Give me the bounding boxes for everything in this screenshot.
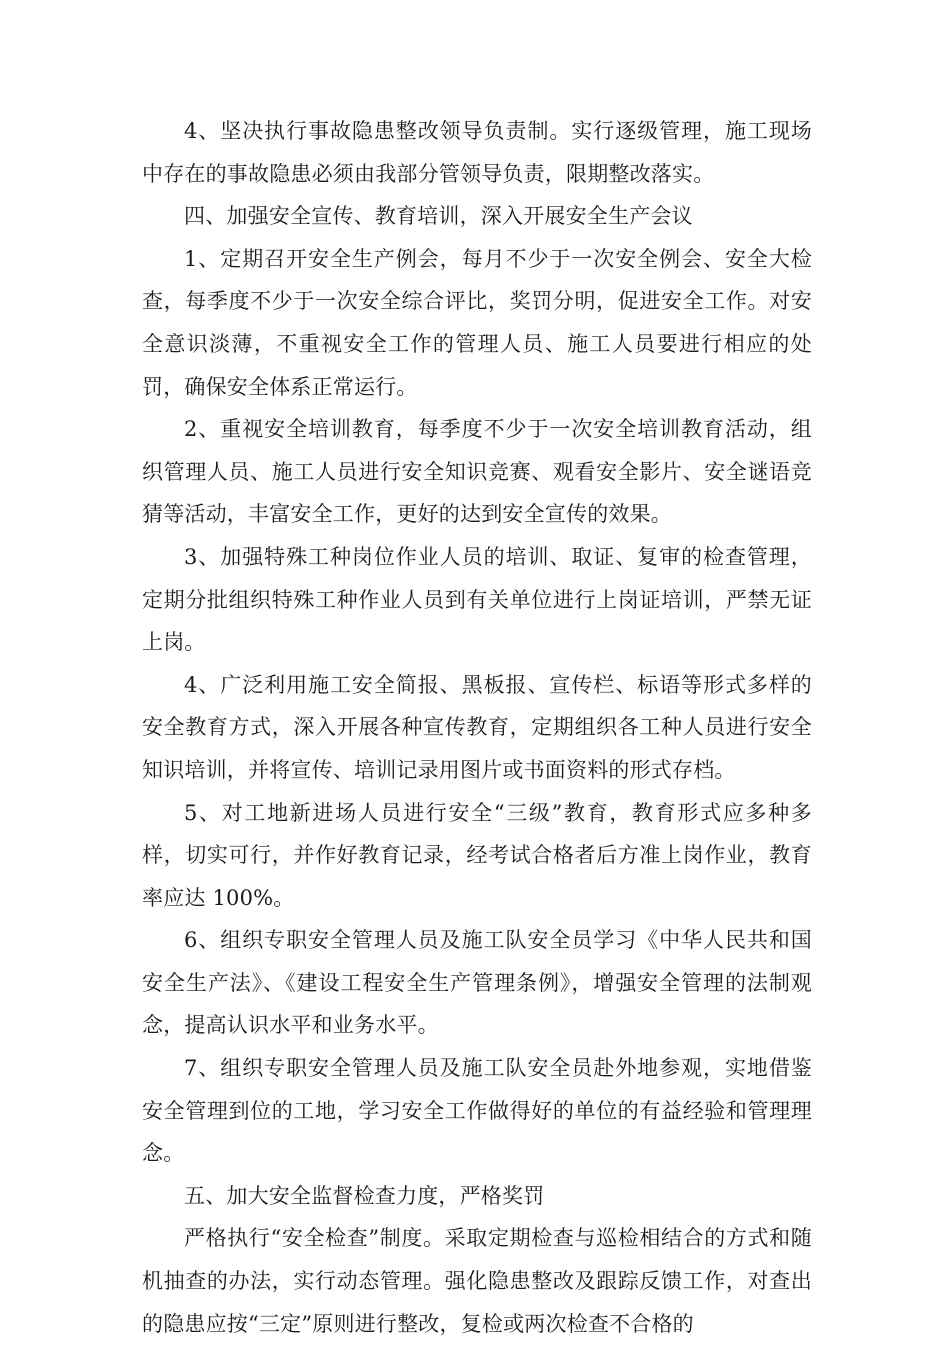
paragraph-item-6-law-study: 6、组织专职安全管理人员及施工队安全员学习《中华人民共和国安全生产法》、《建设工程安全生产管理条例》，增强安全管理的法制观念，提高认识水平和业务水平。 [142,928,812,1038]
section-heading-supervision: 五、加大安全监督检查力度，严格奖罚 [184,1183,545,1208]
paragraph-item-2-training-education: 2、重视安全培训教育，每季度不少于一次安全培训教育活动，组织管理人员、施工人员进行安全知识竞赛、观看安全影片、安全谜语竞猜等活动，丰富安全工作，更好的达到安全宣传的效果。 [142,417,812,527]
paragraph-item-4-publicity: 4、广泛利用施工安全简报、黑板报、宣传栏、标语等形式多样的安全教育方式，深入开展各种宣传教育，定期组织各工种人员进行安全知识培训，并将宣传、培训记录用图片或书面资料的形式存档。 [142,672,812,782]
paragraph-item-7-site-visits: 7、组织专职安全管理人员及施工队安全员赴外地参观，实地借鉴安全管理到位的工地，学习安全工作做得好的单位的有益经验和管理理念。 [142,1056,812,1166]
paragraph-item-4-leader-responsibility: 4、坚决执行事故隐患整改领导负责制。实行逐级管理，施工现场中存在的事故隐患必须由我部分管领导负责，限期整改落实。 [142,119,812,186]
paragraph-item-5-three-level-education: 5、对工地新进场人员进行安全“三级”教育，教育形式应多种多样，切实可行，并作好教育记录，经考试合格者后方准上岗作业，教育率应达 100%。 [142,800,812,910]
paragraph-item-3-special-workers: 3、加强特殊工种岗位作业人员的培训、取证、复审的检查管理，定期分批组织特殊工种作业人员到有关单位进行上岗证培训，严禁无证上岗。 [142,544,812,655]
paragraph-item-1-safety-meetings: 1、定期召开安全生产例会，每月不少于一次安全例会、安全大检查，每季度不少于一次安全综合评比，奖罚分明，促进安全工作。对安全意识淡薄，不重视安全工作的管理人员、施工人员要进行相应的处罚，确保安全体系正常运行。 [142,246,812,399]
section-heading-safety-training: 四、加强安全宣传、教育培训，深入开展安全生产会议 [184,204,693,229]
document-body [142,110,812,1345]
paragraph-safety-inspection: 严格执行“安全检查”制度。采取定期检查与巡检相结合的方式和随机抽查的办法，实行动态管理。强化隐患整改及跟踪反馈工作，对查出的隐患应按“三定”原则进行整改，复检或两次检查不合格的 [142,1226,812,1336]
